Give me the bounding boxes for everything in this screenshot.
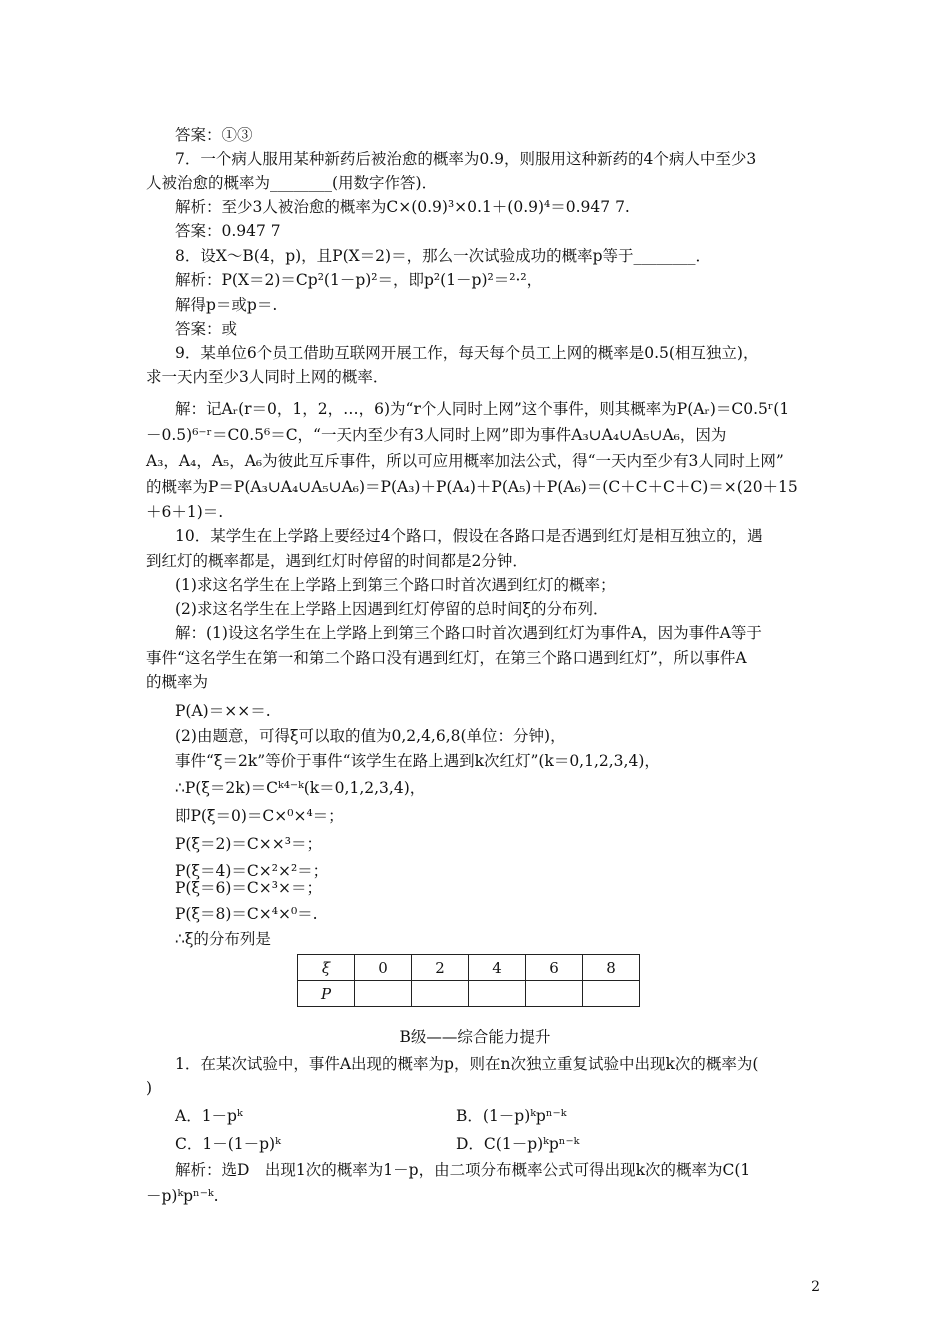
table-cell: ξ (298, 955, 355, 981)
table-cell (526, 981, 583, 1007)
table-row (298, 955, 640, 981)
section-title: B级——综合能力提升 (399, 1028, 551, 1046)
analysis-line: 解析：至少3人被治愈的概率为C×(0.9)³×0.1＋(0.9)⁴＝0.947 7. (175, 198, 630, 216)
distribution-table (297, 954, 640, 1007)
formula-line: P(ξ＝6)＝C×³×＝； (175, 879, 322, 897)
solution-line: 解：(1)设这名学生在上学路上到第三个路口时首次遇到红灯为事件A，因为事件A等于 (175, 624, 762, 642)
solution-line: 的概率为P＝P(A₃∪A₄∪A₅∪A₆)＝P(A₃)＋P(A₄)＋P(A₅)＋P(A₆)＝(C＋C＋C＋C)＝×(20＋15 (146, 478, 798, 496)
b-question-1-line-2: ) (146, 1079, 153, 1097)
question-8-line: 8．设X～B(4，p)，且P(X＝2)＝，那么一次试验成功的概率p等于________． (175, 247, 712, 265)
answer-line: 答案：①③ (175, 126, 253, 144)
option-c: C．1－(1－p)ᵏ (175, 1135, 281, 1153)
table-cell (469, 981, 526, 1007)
option-b: B．(1－p)ᵏpⁿ⁻ᵏ (456, 1107, 567, 1125)
table-cell: 0 (355, 955, 412, 981)
distribution-intro: ∴ξ的分布列是 (175, 930, 271, 948)
answer-line: 答案：0.947 7 (175, 222, 281, 240)
analysis-line: 解析：P(X＝2)＝Cp²(1－p)²＝，即p²(1－p)²＝²·²， (175, 271, 543, 289)
solution-line: 的概率为 (146, 673, 209, 691)
b-question-1-line-1: 1．在某次试验中，事件A出现的概率为p，则在n次独立重复试验中出现k次的概率为( (175, 1055, 759, 1073)
question-9-line-2: 求一天内至少3人同时上网的概率． (146, 368, 389, 386)
question-10-line-2: 到红灯的概率都是，遇到红灯时停留的时间都是2分钟． (146, 552, 528, 570)
solution-line: 事件“这名学生在第一和第二个路口没有遇到红灯，在第三个路口遇到红灯”，所以事件A (146, 649, 747, 667)
question-10-part-2: (2)求这名学生在上学路上因遇到红灯停留的总时间ξ的分布列． (175, 600, 609, 618)
solution-line: ＋6＋1)＝. (146, 503, 224, 521)
formula-line: P(ξ＝8)＝C×⁴×⁰＝. (175, 905, 318, 923)
option-a: A．1－pᵏ (175, 1107, 243, 1125)
table-cell: 4 (469, 955, 526, 981)
question-7-line-1: 7．一个病人服用某种新药后被治愈的概率为0.9，则服用这种新药的4个病人中至少3 (175, 150, 757, 168)
question-10-line-1: 10．某学生在上学路上要经过4个路口，假设在各路口是否遇到红灯是相互独立的，遇 (175, 527, 763, 545)
formula-line: P(A)＝××＝. (175, 702, 271, 720)
question-9-line-1: 9．某单位6个员工借助互联网开展工作，每天每个员工上网的概率是0.5(相互独立)， (175, 344, 759, 362)
solution-line: A₃，A₄，A₅，A₆为彼此互斥事件，所以可应用概率加法公式，得“一天内至少有3人同时上网” (146, 452, 784, 470)
question-10-part-1: (1)求这名学生在上学路上到第三个路口时首次遇到红灯的概率； (175, 576, 616, 594)
analysis-line: －p)ᵏpⁿ⁻ᵏ. (146, 1187, 219, 1205)
option-d: D．C(1－p)ᵏpⁿ⁻ᵏ (456, 1135, 580, 1153)
solution-line: －0.5)⁶⁻ʳ＝C0.5⁶＝C，“一天内至少有3人同时上网”即为事件A₃∪A₄∪A₅∪A₆，因为 (146, 426, 727, 444)
table-row (298, 981, 640, 1007)
analysis-line: 解析：选D 出现1次的概率为1－p，由二项分布概率公式可得出现k次的概率为C(1 (175, 1161, 751, 1179)
table-cell (412, 981, 469, 1007)
page-number: 2 (811, 1279, 820, 1295)
solution-line: 解得p＝或p＝. (175, 296, 278, 314)
table-cell: 8 (583, 955, 640, 981)
formula-line: ∴P(ξ＝2k)＝Cᵏ⁴⁻ᵏ(k＝0,1,2,3,4)， (175, 779, 426, 797)
table-cell (355, 981, 412, 1007)
answer-line: 答案：或 (175, 320, 238, 338)
table-cell: P (298, 981, 355, 1007)
solution-line: (2)由题意，可得ξ可以取的值为0,2,4,6,8(单位：分钟)， (175, 727, 566, 745)
formula-line: P(ξ＝4)＝C×²×²＝； (175, 862, 329, 880)
table-cell: 2 (412, 955, 469, 981)
question-7-line-2: 人被治愈的概率为________(用数字作答)． (146, 174, 438, 192)
table-cell (583, 981, 640, 1007)
solution-line: 解：记Aᵣ(r＝0，1，2，…，6)为“r个人同时上网”这个事件，则其概率为P(Aᵣ)＝C0.5ʳ(1 (175, 400, 790, 418)
solution-line: 事件“ξ＝2k”等价于事件“该学生在路上遇到k次红灯”(k＝0,1,2,3,4)， (175, 752, 660, 770)
formula-line: 即P(ξ＝0)＝C×⁰×⁴＝； (175, 807, 344, 825)
table-cell: 6 (526, 955, 583, 981)
formula-line: P(ξ＝2)＝C××³＝； (175, 835, 322, 853)
